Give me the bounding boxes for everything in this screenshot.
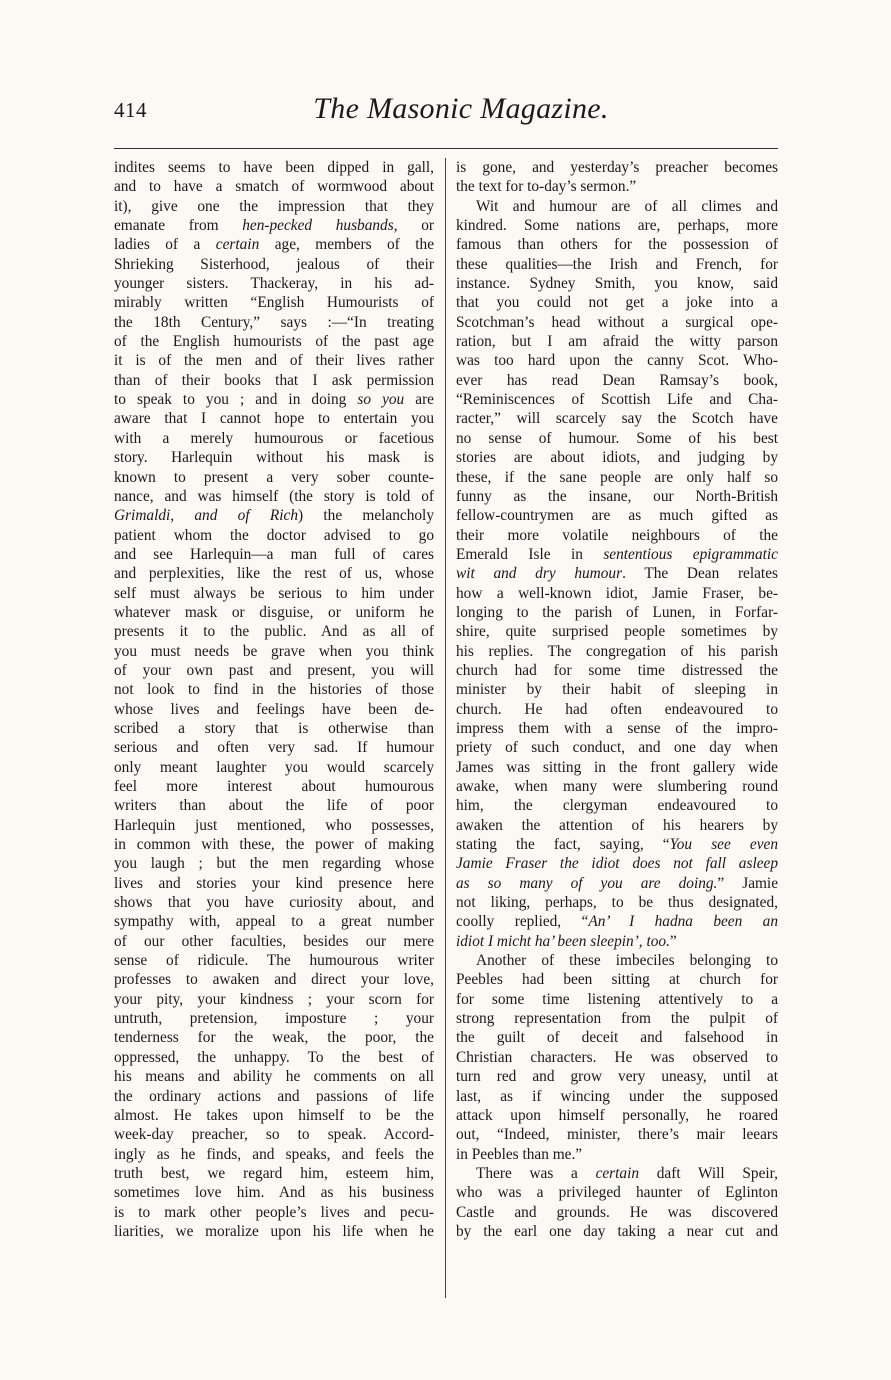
text-line: it), give one the impression that they xyxy=(114,197,434,215)
text-line: writers than about the life of poor xyxy=(114,797,434,815)
text-line: in common with these, the power of making xyxy=(114,836,434,854)
text-line: presents it to the public. And as all of xyxy=(114,623,434,641)
text-line: almost. He takes upon himself to be the xyxy=(114,1106,434,1124)
text-line: There was a certain daft Will Speir, xyxy=(476,1164,778,1182)
text-line: these qualities—the Irish and French, for xyxy=(456,255,778,273)
text-line: Wit and humour are of all climes and xyxy=(476,197,778,215)
text-line: emanate from hen-pecked husbands, or xyxy=(114,217,434,235)
text-line: minister by their habit of sleeping in xyxy=(456,681,778,699)
text-line: him, the clergyman endeavoured to xyxy=(456,797,778,815)
page-number: 414 xyxy=(114,98,147,122)
text-line: Emerald Isle in sententious epigrammatic xyxy=(456,545,778,563)
text-line: you must needs be grave when you think xyxy=(114,642,434,660)
text-line: who was a privileged haunter of Eglinton xyxy=(456,1184,778,1202)
text-line: James was sitting in the front gallery wide xyxy=(456,758,778,776)
text-line: liarities, we moralize upon his life when he xyxy=(114,1222,434,1240)
text-line: Harlequin just mentioned, who possesses, xyxy=(114,816,434,834)
text-line: truth best, we regard him, esteem him, xyxy=(114,1164,434,1182)
text-line: kindred. Some nations are, perhaps, more xyxy=(456,217,778,235)
text-line: sometimes love him. And as his business xyxy=(114,1184,434,1202)
text-line: longing to the parish of Lunen, in Forfar- xyxy=(456,603,778,621)
text-line: is gone, and yesterday’s preacher becomes xyxy=(456,159,778,176)
text-line: Peebles had been sitting at church for xyxy=(456,971,778,989)
text-line: instance. Sydney Smith, you know, said xyxy=(456,275,778,293)
text-line: shows that you have curiosity about, and xyxy=(114,894,434,912)
text-line: Castle and grounds. He was discovered xyxy=(456,1203,778,1221)
text-line: of our other faculties, besides our mere xyxy=(114,932,434,950)
text-line: than of their books that I ask permission xyxy=(114,371,434,389)
text-line: ever has read Dean Ramsay’s book, xyxy=(456,371,778,389)
text-line: stories are about idiots, and judging by xyxy=(456,449,778,467)
text-line: priety of such conduct, and one day when xyxy=(456,739,778,757)
text-line: the guilt of deceit and falsehood in xyxy=(456,1029,778,1047)
text-line: the 18th Century,” says :—“In treating xyxy=(114,313,434,331)
text-line: in Peebles than me.” xyxy=(456,1145,583,1163)
text-line: feel more interest about humourous xyxy=(114,778,434,795)
text-line: attack upon himself personally, he roared xyxy=(456,1106,778,1124)
text-line: Christian characters. He was observed to xyxy=(456,1048,778,1066)
text-line: younger sisters. Thackeray, in his ad- xyxy=(114,275,434,293)
article-body xyxy=(114,158,778,1303)
running-header xyxy=(114,92,778,136)
text-line: idiot I micht ha’ been sleepin’, too.” xyxy=(456,932,677,950)
text-line: whatever mask or disguise, or uniform he xyxy=(114,603,434,621)
text-line: nance, and was himself (the story is told of xyxy=(114,487,434,505)
text-line: of the English humourists of the past age xyxy=(114,333,434,351)
text-line: how a well-known idiot, Jamie Fraser, be- xyxy=(456,584,778,602)
text-line: awaken the attention of his hearers by xyxy=(456,816,778,834)
text-line: was too hard upon the canny Scot. Who- xyxy=(456,352,778,370)
text-line: impress them with a sense of the impro- xyxy=(456,719,778,737)
text-line: Another of these imbeciles belonging to xyxy=(476,952,778,970)
text-line: ration, but I am afraid the witty parson xyxy=(456,333,778,351)
text-line: ingly as he finds, and speaks, and feels the xyxy=(114,1145,434,1163)
right-column xyxy=(456,158,778,1241)
text-line: funny as the insane, our North-British xyxy=(456,487,778,505)
text-line: fellow-countrymen are as much gifted as xyxy=(456,507,778,525)
text-line: coolly replied, “An’ I hadna been an xyxy=(456,913,778,931)
text-line: church. He had often endeavoured to xyxy=(456,700,778,718)
text-line: self must always be serious to him under xyxy=(114,584,434,602)
text-line: shire, quite surprised people sometimes by xyxy=(456,623,778,641)
text-line: known to present a very sober counte- xyxy=(114,468,434,486)
text-line: Jamie Fraser the idiot does not fall asleep xyxy=(456,855,778,873)
text-line: his means and ability he comments on all xyxy=(114,1068,434,1086)
text-line: racter,” will scarcely say the Scotch have xyxy=(456,410,778,428)
text-line: and see Harlequin—a man full of cares xyxy=(114,545,434,563)
text-line: by the earl one day taking a near cut and xyxy=(456,1222,778,1240)
text-line: for some time listening attentively to a xyxy=(456,990,778,1008)
text-line: stating the fact, saying, “You see even xyxy=(456,836,778,854)
text-line: the ordinary actions and passions of life xyxy=(114,1087,434,1105)
text-line: only meant laughter you would scarcely xyxy=(114,758,434,776)
text-line: famous than others for the possession of xyxy=(456,236,778,254)
text-line: indites seems to have been dipped in gall, xyxy=(114,159,434,176)
text-line: your pity, your kindness ; your scorn for xyxy=(114,990,434,1008)
text-line: awake, when many were slumbering round xyxy=(456,778,778,795)
text-line: the text for to-day’s sermon.” xyxy=(456,178,637,196)
header-rule xyxy=(114,148,778,149)
text-line: professes to awaken and direct your love, xyxy=(114,971,434,989)
text-line: Scotchman’s head without a surgical ope- xyxy=(456,313,778,331)
text-line: oppressed, the unhappy. To the best of xyxy=(114,1048,434,1066)
text-line: mirably written “English Humourists of xyxy=(114,294,434,312)
text-line: church had for some time distressed the xyxy=(456,661,778,679)
text-line: you laugh ; but the men regarding whose xyxy=(114,855,434,873)
text-line: is to mark other people’s lives and pecu- xyxy=(114,1203,434,1221)
text-line: lives and stories your kind presence here xyxy=(114,874,434,892)
text-line: wit and dry humour. The Dean relates xyxy=(456,565,778,583)
text-line: not liking, perhaps, to be thus designated, xyxy=(456,894,778,912)
text-line: these, if the sane people are only half so xyxy=(456,468,778,486)
text-line: that you could not get a joke into a xyxy=(456,294,778,312)
text-line: ladies of a certain age, members of the xyxy=(114,236,434,254)
text-line: and perplexities, like the rest of us, whose xyxy=(114,565,434,583)
text-line: Grimaldi, and of Rich) the melancholy xyxy=(114,507,434,525)
text-line: whose lives and feelings have been de- xyxy=(114,700,434,718)
text-line: their more volatile neighbours of the xyxy=(456,526,778,544)
column-divider xyxy=(445,158,446,1298)
text-line: untruth, pretension, imposture ; your xyxy=(114,1010,434,1028)
text-line: turn red and grow very uneasy, until at xyxy=(456,1068,778,1086)
text-line: of your own past and present, you will xyxy=(114,661,434,679)
text-line: it is of the men and of their lives rather xyxy=(114,352,434,370)
text-line: sense of ridicule. The humourous writer xyxy=(114,952,434,970)
text-line: patient whom the doctor advised to go xyxy=(114,526,434,544)
left-column xyxy=(114,158,434,1241)
text-line: aware that I cannot hope to entertain you xyxy=(114,410,434,428)
text-line: as so many of you are doing.” Jamie xyxy=(456,874,778,892)
text-line: out, “Indeed, minister, there’s mair leears xyxy=(456,1126,778,1144)
text-line: strong representation from the pulpit of xyxy=(456,1010,778,1028)
text-line: sympathy with, appeal to a great number xyxy=(114,913,434,931)
running-title: The Masonic Magazine. xyxy=(313,92,609,125)
text-line: to speak to you ; and in doing so you are xyxy=(114,391,434,409)
text-line: with a merely humourous or facetious xyxy=(114,429,434,447)
text-line: story. Harlequin without his mask is xyxy=(114,449,434,467)
text-line: not look to find in the histories of those xyxy=(114,681,434,699)
text-line: scribed a story that is otherwise than xyxy=(114,719,434,737)
text-line: “Reminiscences of Scottish Life and Cha- xyxy=(456,391,778,409)
text-line: serious and often very sad. If humour xyxy=(114,739,434,757)
text-line: tenderness for the weak, the poor, the xyxy=(114,1029,434,1047)
text-line: Shrieking Sisterhood, jealous of their xyxy=(114,255,434,273)
text-line: week-day preacher, so to speak. Accord- xyxy=(114,1126,434,1144)
text-line: last, as if wincing under the supposed xyxy=(456,1087,778,1105)
text-line: and to have a smatch of wormwood about xyxy=(114,178,434,196)
text-line: his replies. The congregation of his parish xyxy=(456,642,778,660)
text-line: no sense of humour. Some of his best xyxy=(456,429,778,447)
